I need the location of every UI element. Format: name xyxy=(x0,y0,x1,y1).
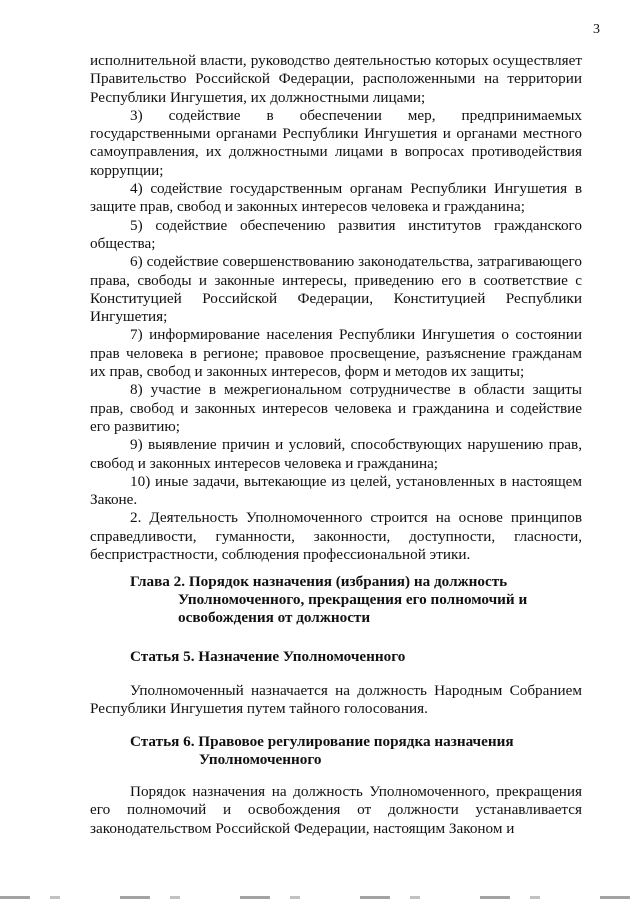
chapter-2-heading-line1: Глава 2. Порядок назначения (избрания) на должность xyxy=(130,573,508,590)
paragraph-continuation: исполнительной власти, руководство деятельностью которых осуществляет Правительство Российской Федерации, расположенными на территории Республики Ингушетия, их должностными лицами; xyxy=(90,52,582,106)
paragraph-item-7: 7) информирование населения Республики Ингушетия о состоянии прав человека в регионе; правовое просвещение, разъяснение гражданам их прав, свобод и законных интересов, форм и методов их защиты; xyxy=(90,326,582,381)
paragraph-item-5: 5) содействие обеспечению развития институтов гражданского общества; xyxy=(90,216,582,252)
paragraph-item-6: 6) содействие совершенствованию законодательства, затрагивающего права, свободы и законные интересы, приведению его в соответствие с Конституцией Российской Федерации, Конституцией Республики Ингушетия; xyxy=(90,253,582,326)
paragraph-item-10: 10) иные задачи, вытекающие из целей, установленных в настоящем Законе. xyxy=(90,472,582,509)
article-6-heading-line2: Уполномоченного xyxy=(199,751,322,768)
paragraph-part-2: 2. Деятельность Уполномоченного строится на основе принципов справедливости, гуманности, законности, доступности, гласности, беспристрастности, соблюдения профессиональной этики. xyxy=(90,509,582,564)
chapter-2-heading-line3: освобождения от должности xyxy=(178,609,371,626)
article-6-text: Порядок назначения на должность Уполномоченного, прекращения его полномочий и освобождения от должности устанавливается законодательством Российской Федерации, настоящим Законом и xyxy=(90,783,582,837)
paragraph-item-3: 3) содействие в обеспечении мер, предпринимаемых государственными органами Республики Ингушетия и органами местного самоуправления, их должностными лицами в вопросах противодействия коррупции; xyxy=(90,106,582,179)
paragraph-item-4: 4) содействие государственным органам Республики Ингушетия в защите прав, свобод и законных интересов человека и гражданина; xyxy=(90,180,582,216)
article-5-heading: Статья 5. Назначение Уполномоченного xyxy=(130,648,406,665)
article-5-text: Уполномоченный назначается на должность Народным Собранием Республики Ингушетия путем тайного голосования. xyxy=(90,682,582,718)
paragraph-item-9: 9) выявление причин и условий, способствующих нарушению прав, свобод и законных интересов человека и гражданина; xyxy=(90,436,582,472)
paragraph-item-8: 8) участие в межрегиональном сотрудничестве в области защиты прав, свобод и законных интересов человека и гражданина и содействие его развитию; xyxy=(90,381,582,435)
article-6-heading xyxy=(130,733,590,769)
article-6-heading-line1: Статья 6. Правовое регулирование порядка назначения xyxy=(130,733,514,750)
body-text xyxy=(90,52,582,564)
chapter-2-heading xyxy=(130,573,590,627)
chapter-2-heading-line2: Уполномоченного, прекращения его полномочий и xyxy=(178,591,528,608)
page-number: 3 xyxy=(593,22,600,37)
scan-edge-line xyxy=(0,896,640,899)
